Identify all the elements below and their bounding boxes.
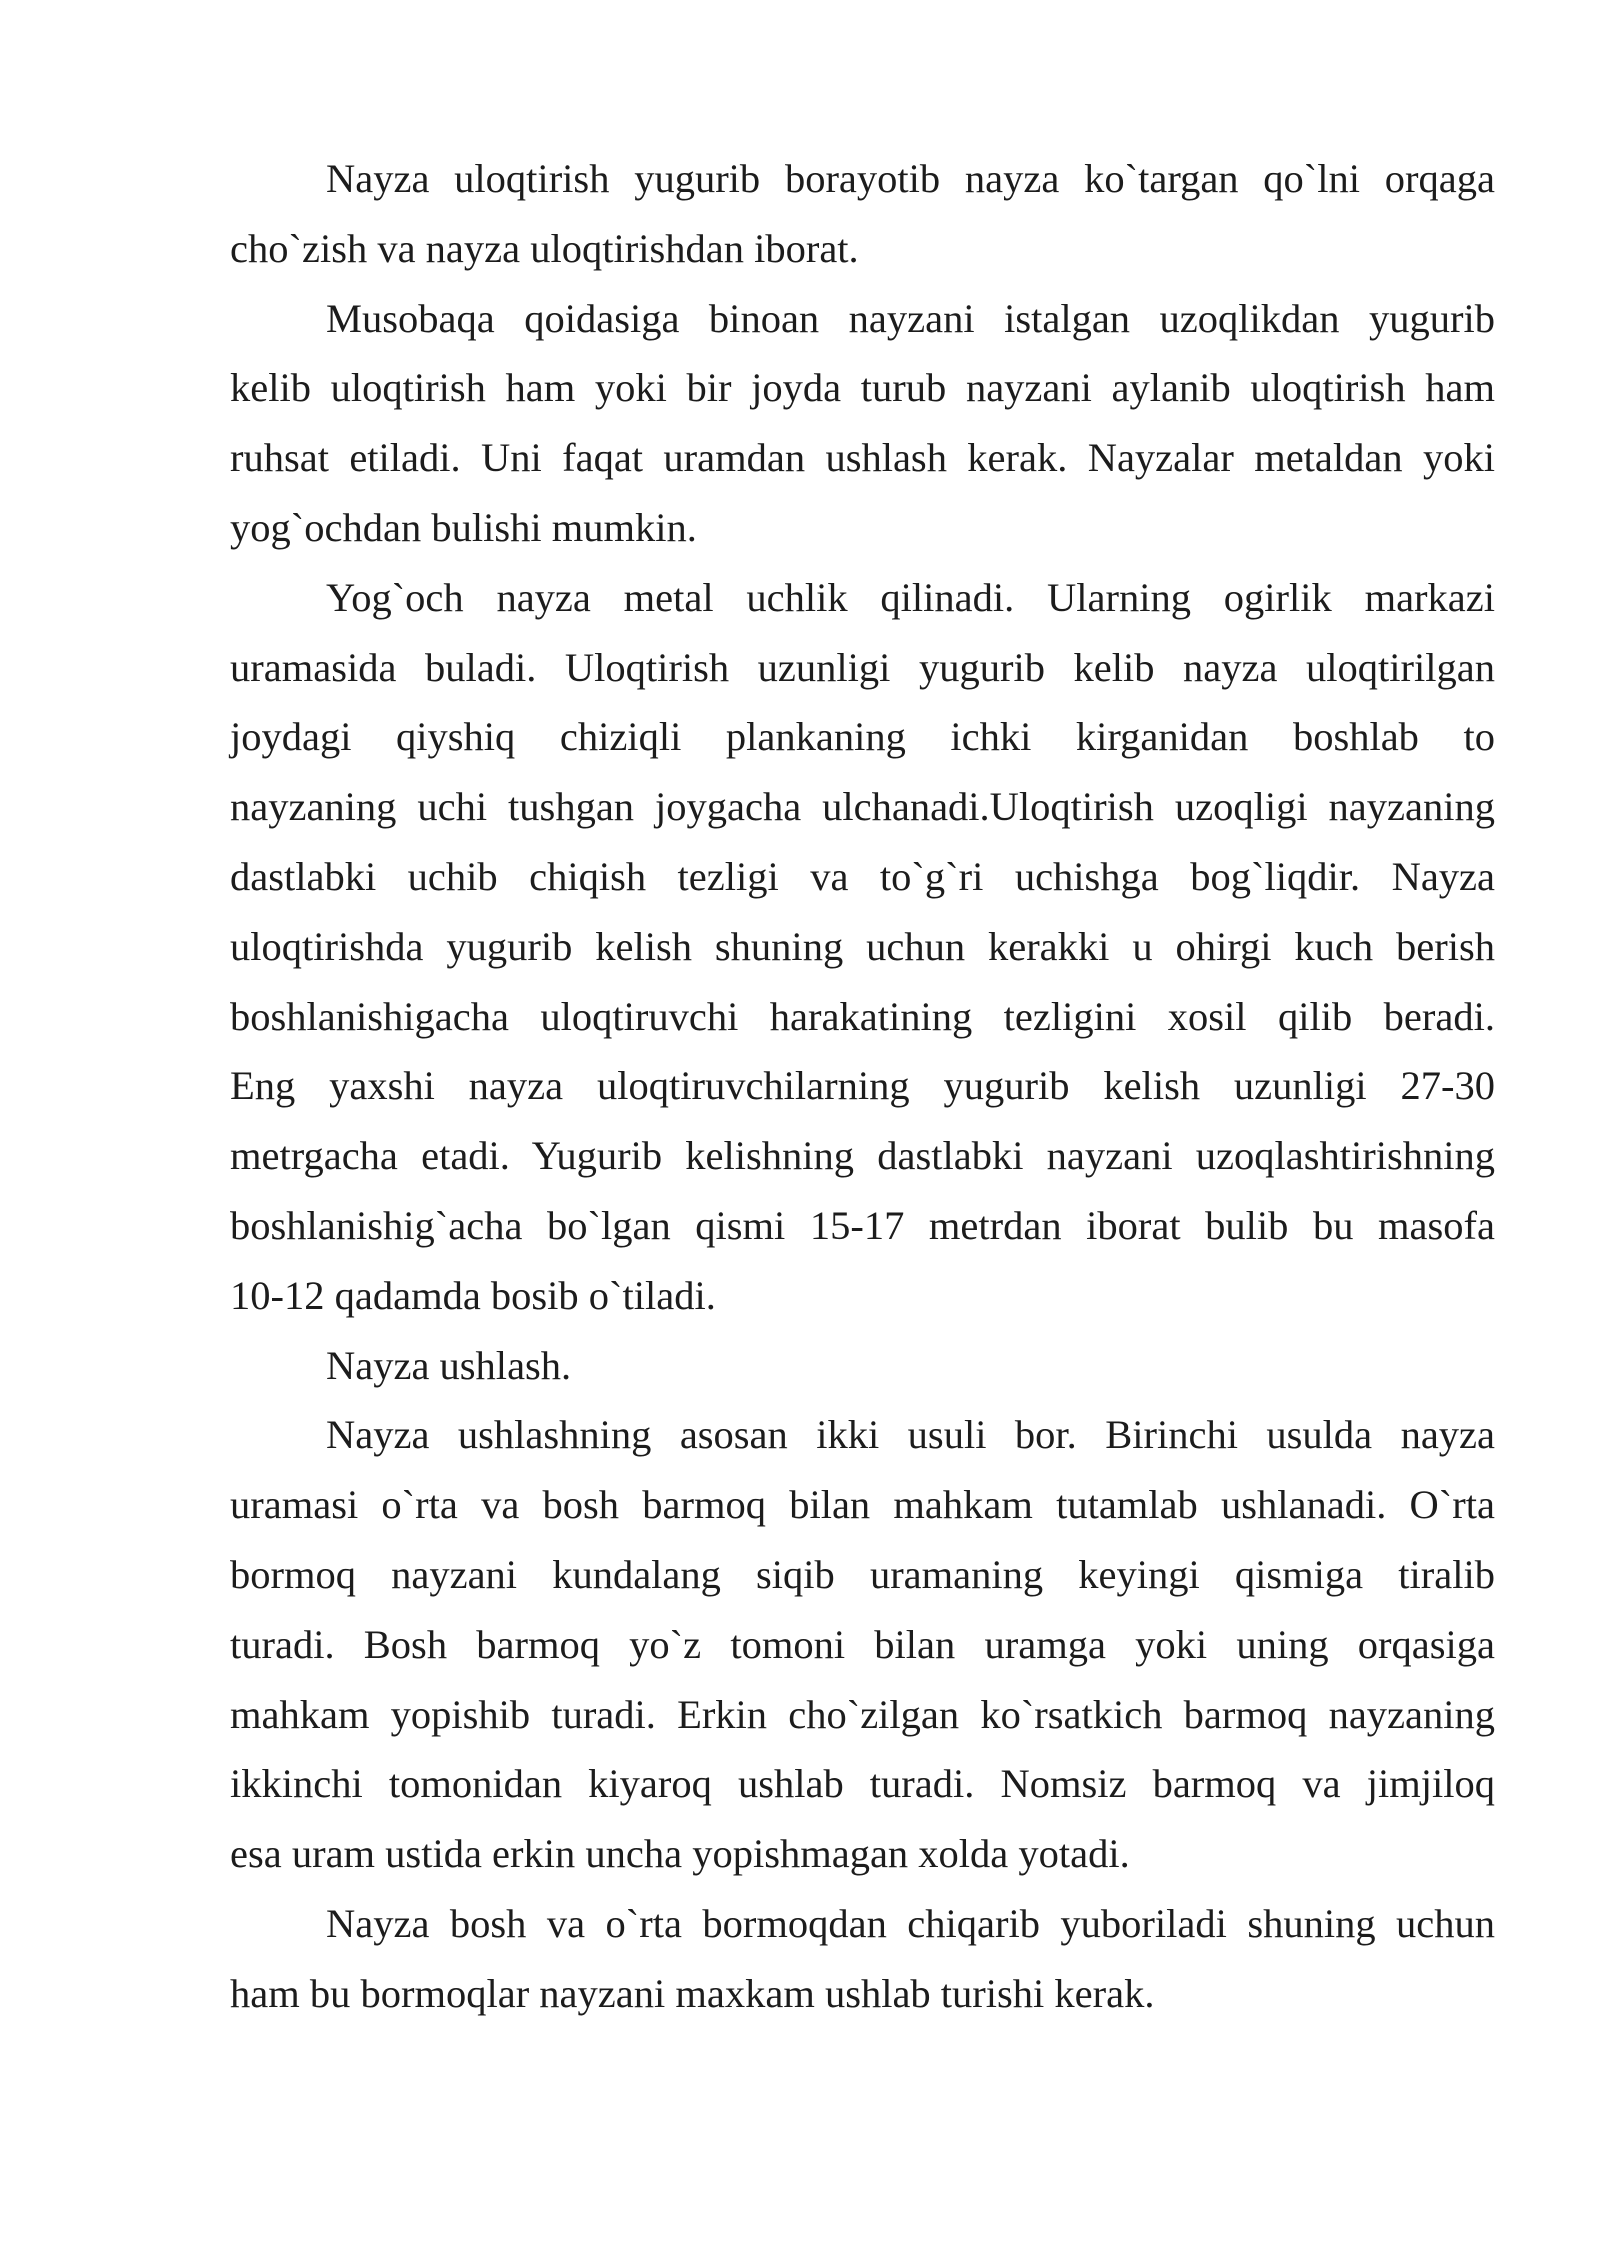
text-line: ikkinchi tomonidan kiyaroq ushlab turadi. Nomsiz barmoq va jimjiloq xyxy=(230,1761,1495,1807)
paragraph xyxy=(230,284,1495,563)
text-line: Nayza bosh va o`rta bormoqdan chiqarib yuboriladi shuning uchun xyxy=(326,1900,1495,1946)
text-line: Nayza ushlash. xyxy=(326,1342,572,1388)
text-line: Nayza uloqtirish yugurib borayotib nayza ko`targan qo`lni orqaga xyxy=(326,156,1495,201)
text-line: yog`ochdan bulishi mumkin. xyxy=(230,504,697,550)
text-line: turadi. Bosh barmoq yo`z tomoni bilan uramga yoki uning orqasiga xyxy=(230,1621,1495,1667)
paragraph xyxy=(230,1889,1495,2029)
text-line: nayzaning uchi tushgan joygacha ulchanadi.Uloqtirish uzoqligi nayzaning xyxy=(230,784,1495,830)
text-line: Musobaqa qoidasiga binoan nayzani istalgan uzoqlikdan yugurib xyxy=(326,295,1495,341)
text-line: uramasi o`rta va bosh barmoq bilan mahkam tutamlab ushlanadi. O`rta xyxy=(230,1482,1495,1528)
text-line: bormoq nayzani kundalang siqib uramaning keyingi qismiga tiralib xyxy=(230,1551,1495,1597)
text-line: Yog`och nayza metal uchlik qilinadi. Ularning ogirlik markazi xyxy=(326,574,1495,620)
paragraph-heading xyxy=(230,1331,1495,1401)
text-line: ruhsat etiladi. Uni faqat uramdan ushlash kerak. Nayzalar metaldan yoki xyxy=(230,435,1495,481)
text-line: uramasida buladi. Uloqtirish uzunligi yugurib kelib nayza uloqtirilgan xyxy=(230,644,1495,690)
text-line: 10-12 qadamda bosib o`tiladi. xyxy=(230,1272,716,1318)
text-line: ham bu bormoqlar nayzani maxkam ushlab turishi kerak. xyxy=(230,1970,1155,2016)
paragraph xyxy=(230,563,1495,1331)
text-line: uloqtirishda yugurib kelish shuning uchun kerakki u ohirgi kuch berish xyxy=(230,923,1495,969)
text-line: Eng yaxshi nayza uloqtiruvchilarning yugurib kelish uzunligi 27-30 xyxy=(230,1063,1495,1109)
paragraph xyxy=(230,144,1495,284)
document-body xyxy=(230,144,1495,2029)
text-line: metrgacha etadi. Yugurib kelishning dastlabki nayzani uzoqlashtirishning xyxy=(230,1133,1495,1179)
text-line: mahkam yopishib turadi. Erkin cho`zilgan ko`rsatkich barmoq nayzaning xyxy=(230,1691,1495,1737)
text-line: dastlabki uchib chiqish tezligi va to`g`ri uchishga bog`liqdir. Nayza xyxy=(230,853,1495,899)
text-line: cho`zish va nayza uloqtirishdan iborat. xyxy=(230,225,859,271)
text-line: kelib uloqtirish ham yoki bir joyda turub nayzani aylanib uloqtirish ham xyxy=(230,365,1495,411)
text-line: Nayza ushlashning asosan ikki usuli bor. Birinchi usulda nayza xyxy=(326,1412,1495,1458)
text-line: esa uram ustida erkin uncha yopishmagan xolda yotadi. xyxy=(230,1831,1130,1877)
text-line: boshlanishig`acha bo`lgan qismi 15-17 metrdan iborat bulib bu masofa xyxy=(230,1202,1495,1248)
text-line: joydagi qiyshiq chiziqli plankaning ichki kirganidan boshlab to xyxy=(230,714,1495,760)
text-line: boshlanishigacha uloqtiruvchi harakatining tezligini xosil qilib beradi. xyxy=(230,993,1495,1039)
paragraph xyxy=(230,1400,1495,1889)
